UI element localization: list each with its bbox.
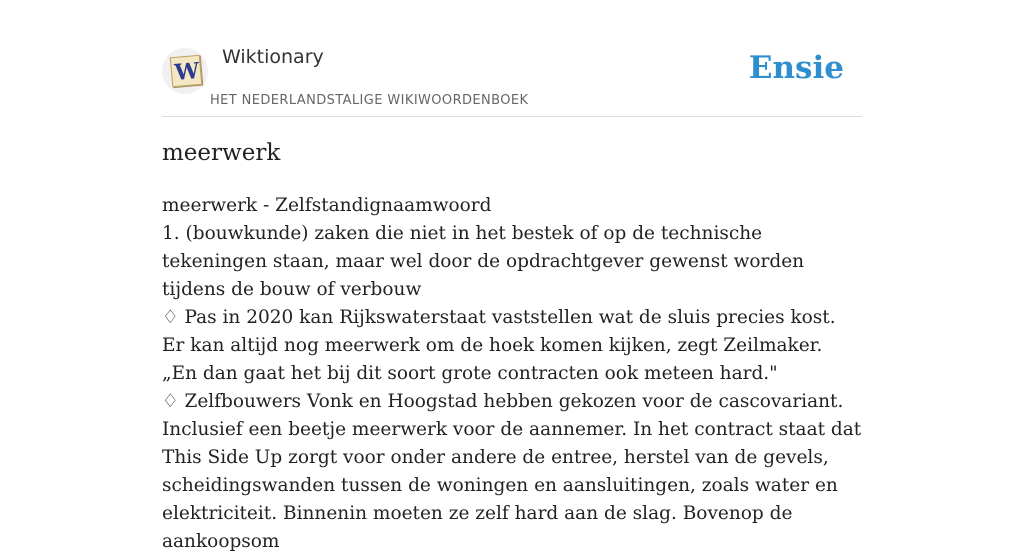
site-name[interactable]: Wiktionary: [222, 46, 324, 68]
entry-example: ♢ Pas in 2020 kan Rijkswaterstaat vaststellen wat de sluis precies kost. Er kan altijd nog meerwerk om de hoek komen kijken, zegt Zeilmaker. „En dan gaat het bij dit soort grote contracten ook meteen hard.": [162, 307, 836, 384]
site-header: [162, 0, 862, 117]
entry-example: ♢ Zelfbouwers Vonk en Hoogstad hebben gekozen voor de cascovariant. Inclusief een beetje meerwerk voor de aannemer. In het contract staat dat This Side Up zorgt voor onder andere de entree, herstel van de gevels, scheidingswanden tussen de woningen en aansluitingen, zoals water en elektriciteit. Binnenin moeten ze zelf hard aan de slag. Bovenop de aankoopsom: [162, 391, 862, 552]
wiktionary-logo[interactable]: [162, 48, 208, 94]
entry-heading: meerwerk - Zelfstandignaamwoord: [162, 195, 492, 216]
site-subtitle: HET NEDERLANDSTALIGE WIKIWOORDENBOEK: [210, 93, 529, 108]
ensie-brand-logo[interactable]: Ensie: [748, 50, 844, 86]
logo-tile-icon: [170, 55, 203, 88]
entry-content: [162, 192, 862, 556]
page-title: meerwerk: [162, 140, 281, 166]
logo-letter: W: [173, 57, 201, 86]
entry-definition: 1. (bouwkunde) zaken die niet in het bestek of op de technische tekeningen staan, maar wel door de opdrachtgever gewenst worden tijdens de bouw of verbouw: [162, 223, 805, 300]
